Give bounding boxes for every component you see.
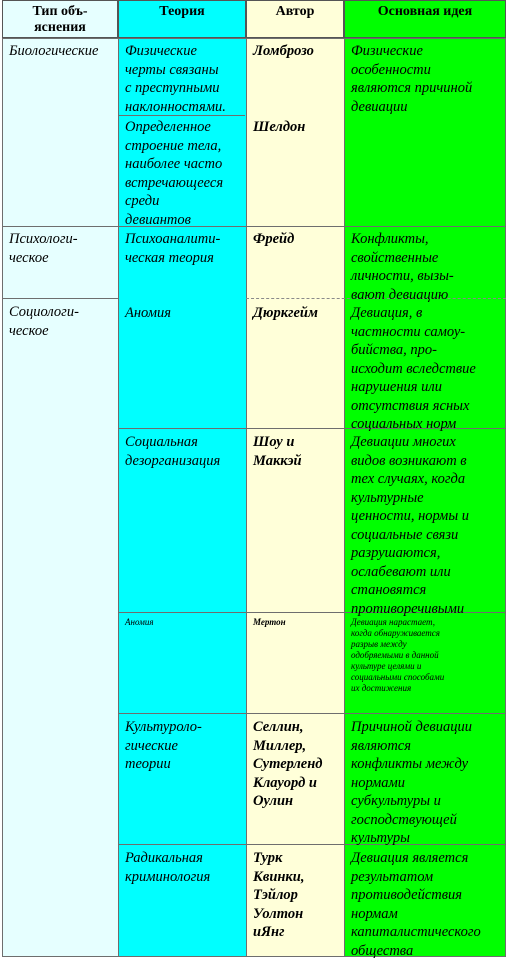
idea-anomie-durkheim: Девиация, в частности самоу- бийства, про- исходит вследствие нарушения или отсутствия ясных социальных норм <box>351 305 476 432</box>
author-shaw-mckay: Шоу и Маккэй <box>253 434 302 469</box>
author-sheldon: Шелдон <box>253 119 306 135</box>
theory-lombroso: Физические черты связаны с преступными наклонностями. <box>125 43 226 115</box>
grid-line <box>2 226 506 227</box>
grid-line <box>246 38 247 957</box>
idea-psychological: Конфликты, свойственные личности, вызы- вают девиацию <box>351 231 454 303</box>
theory-sheldon: Определенное строение тела, наиболее часто встречающееся среди девиантов <box>125 119 224 228</box>
idea-biological: Физические особенности являются причиной девиации <box>351 43 473 115</box>
author-radical: Турк Квинки, Тэйлор Уолтон иЯнг <box>253 850 305 940</box>
grid-line <box>118 38 119 957</box>
theory-social-disorganization: Социальная дезорганизация <box>125 434 221 469</box>
header-main-idea: Основная идея <box>344 0 506 38</box>
grid-line <box>2 298 118 299</box>
author-merton: Мертон <box>253 617 286 627</box>
author-durkheim: Дюркгейм <box>253 305 318 321</box>
grid-line <box>2 38 3 957</box>
author-lombroso: Ломброзо <box>253 43 314 59</box>
theory-psychoanalytic: Психоаналити- ческая теория <box>125 231 221 266</box>
type-psychological: Психологи- ческое <box>9 231 78 266</box>
grid-line <box>118 713 506 714</box>
header-author: Автор <box>246 0 344 38</box>
idea-radical-criminology: Девиация является результатом противодействия нормам капиталистического общества <box>351 850 481 959</box>
header-type: Тип объ- яснения <box>2 0 118 38</box>
idea-cultural: Причиной девиации являются конфликты между нормами субкультуры и господствующей культуры <box>351 719 472 846</box>
type-sociological: Социологи- ческое <box>9 304 79 339</box>
idea-anomie-merton: Девиация нарастает, когда обнаруживается разрыв между одобряемыми в данной культуре целями и социальными способами их достижения <box>351 617 445 693</box>
grid-line <box>344 38 345 957</box>
grid-line <box>2 38 506 39</box>
author-column-bg <box>246 38 344 957</box>
theory-anomie-durkheim: Аномия <box>125 305 171 321</box>
type-column-bg <box>2 38 118 957</box>
author-freud: Фрейд <box>253 231 295 247</box>
type-biological: Биологические <box>9 43 99 59</box>
header-theory: Теория <box>118 0 246 38</box>
idea-social-disorganization: Девиации многих видов возникают в тех случаях, когда культурные ценности, нормы и социальные связи разрушаются, ослабевают или становятся противоречивыми <box>351 434 470 617</box>
deviation-theories-table <box>2 0 506 957</box>
theory-cultural: Культуроло- гические теории <box>125 719 202 772</box>
author-cultural: Селлин, Миллер, Сутерленд Клауорд и Оулин <box>253 719 323 809</box>
theory-radical-criminology: Радикальная криминология <box>125 850 211 885</box>
theory-anomie-merton: Аномия <box>125 617 154 627</box>
